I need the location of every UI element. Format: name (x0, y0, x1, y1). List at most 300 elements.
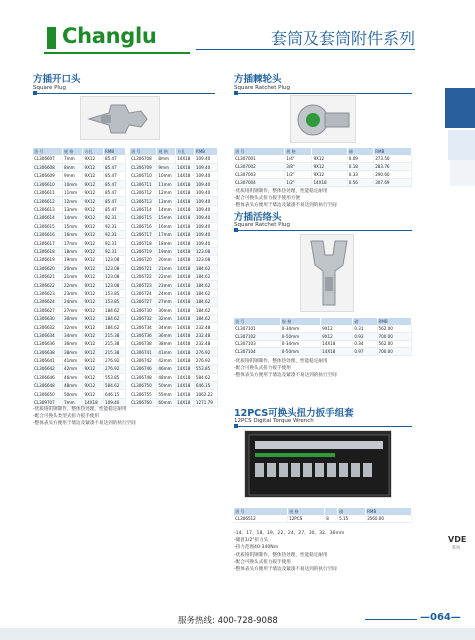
header-rule (196, 49, 415, 50)
adjustable-plug-table (234, 318, 412, 356)
table-cell: 123.08 (194, 247, 217, 255)
table-header-cell (312, 148, 347, 155)
table-cell: 9X12 (83, 365, 104, 373)
table-cell: CL307004 (234, 178, 285, 186)
table-row (33, 281, 126, 289)
table-cell: 9X12 (83, 382, 104, 390)
table-cell: 232.48 (194, 340, 217, 348)
table-header-cell: 规 格 (62, 148, 83, 155)
table-cell: 9X12 (83, 180, 104, 188)
table-cell: 0.31 (353, 325, 377, 333)
table-cell: 24mm (157, 289, 176, 297)
table-row (130, 214, 218, 222)
table-cell: 41mm (157, 348, 176, 356)
table-cell: 46mm (157, 365, 176, 373)
table-cell: 9X12 (83, 306, 104, 314)
table-cell: 30mm (157, 306, 176, 314)
side-category-tab-secondary[interactable] (448, 130, 475, 160)
table-cell: CL307002 (234, 163, 285, 171)
table-row (33, 331, 126, 339)
table-row (33, 247, 126, 255)
table-cell: CL306722 (130, 272, 157, 280)
table-header-cell: 货 号 (234, 508, 288, 515)
table-cell: CL306617 (33, 239, 62, 247)
table-cell: CL306611 (33, 189, 62, 197)
section-rule-adjustable-plug (234, 230, 412, 231)
section-title-ratchet-plug: 方插棘轮头 (234, 74, 282, 85)
table-cell: 41mm (62, 356, 83, 364)
table-cell: CL306710 (130, 172, 157, 180)
table-cell: 21mm (62, 272, 83, 280)
table-cell: 184.62 (194, 272, 217, 280)
table-cell: CL306642 (33, 365, 62, 373)
table-cell: 700.00 (377, 348, 411, 356)
table-cell: 60mm (157, 398, 176, 406)
table-cell: CL306717 (130, 231, 157, 239)
table-row (130, 356, 218, 364)
table-row (130, 172, 218, 180)
table-cell: CL306614 (33, 214, 62, 222)
table-cell: 109.40 (194, 155, 217, 163)
table-cell: 109.40 (104, 398, 126, 406)
table-cell: 14X18 (176, 256, 195, 264)
table-header-cell (325, 508, 338, 515)
table-cell: 20mm (157, 256, 176, 264)
table-cell: 184.62 (194, 281, 217, 289)
table-cell: 13mm (62, 205, 83, 213)
table-cell: CL306727 (130, 298, 157, 306)
table-cell: CL306623 (33, 289, 62, 297)
table-cell: 14mm (62, 214, 83, 222)
table-cell: 36mm (62, 340, 83, 348)
table-cell: 9X12 (83, 222, 104, 230)
table-cell: 9X12 (321, 325, 353, 333)
table-row (130, 272, 218, 280)
table-cell: 12mm (62, 197, 83, 205)
table-cell: CL306715 (130, 214, 157, 222)
brand-underline (44, 52, 190, 54)
table-cell: CL306760 (130, 398, 157, 406)
table-header-cell: RMB (104, 148, 126, 155)
table-cell: 9mm (157, 163, 176, 171)
table-cell: CL306613 (33, 205, 62, 213)
table-cell: 1/2" (285, 178, 312, 186)
table-row (33, 373, 126, 381)
table-cell: 646.15 (194, 382, 217, 390)
table-cell: 273.50 (374, 155, 412, 163)
table-cell: CL306746 (130, 365, 157, 373)
table-cell: 9X12 (83, 189, 104, 197)
table-cell: 92.31 (104, 239, 126, 247)
table-cell: 24mm (62, 298, 83, 306)
table-cell: 8mm (157, 155, 176, 163)
table-row (130, 189, 218, 197)
table-cell: 9X12 (83, 331, 104, 339)
table-cell: 562.00 (377, 340, 411, 348)
table-cell: 553.85 (104, 373, 126, 381)
table-cell: CL306607 (33, 155, 62, 163)
table-row (33, 239, 126, 247)
table-row (33, 340, 126, 348)
table-cell: 12PCS (288, 515, 325, 523)
table-cell: 123.08 (194, 256, 217, 264)
table-cell: 0.93 (353, 333, 377, 341)
footer-bar (0, 628, 475, 640)
table-cell: 8 (325, 515, 338, 523)
table-cell: 184.62 (104, 323, 126, 331)
table-cell: 14X18 (176, 298, 195, 306)
table-cell: CL306650 (33, 390, 62, 398)
table-header-cell: 规 格 (157, 148, 176, 155)
table-cell: 276.92 (194, 356, 217, 364)
table-cell: 9X12 (83, 348, 104, 356)
table-cell: 42mm (62, 365, 83, 373)
table-cell: 10mm (157, 172, 176, 180)
table-row (33, 323, 126, 331)
table-cell: 9X12 (312, 155, 347, 163)
vde-badge: VDE (448, 535, 467, 544)
table-header-row (234, 318, 412, 325)
table-cell: 14X18 (83, 398, 104, 406)
table-cell: 50mm (62, 390, 83, 398)
vde-badge-sub: 系列 (452, 545, 460, 550)
table-row (33, 264, 126, 272)
table-cell: CL306620 (33, 264, 62, 272)
table-cell: 184.62 (104, 314, 126, 322)
table-cell: 584.62 (104, 382, 126, 390)
table-row (130, 231, 218, 239)
table-row (234, 155, 412, 163)
section-rule-open-plug (33, 93, 215, 94)
table-row (130, 222, 218, 230)
table-cell: 7mm (62, 398, 83, 406)
table-cell: 30mm (62, 314, 83, 322)
open-plug-table-right (130, 148, 218, 407)
table-header-cell: 磅 (347, 148, 373, 155)
table-cell: 7mm (62, 155, 83, 163)
table-cell: 184.62 (194, 289, 217, 297)
table-row (33, 163, 126, 171)
table-cell: 14X18 (176, 340, 195, 348)
table-body (234, 515, 412, 523)
table-cell: 22mm (157, 272, 176, 280)
table-cell: 14X18 (176, 331, 195, 339)
table-cell: 1/2" (285, 171, 312, 179)
table-cell: 283.76 (374, 163, 412, 171)
table-cell: 48mm (157, 373, 176, 381)
table-cell: CL307104 (234, 348, 280, 356)
table-cell: 0.97 (353, 348, 377, 356)
table-cell: 10mm (62, 180, 83, 188)
table-cell: 9X12 (83, 323, 104, 331)
table-header-cell: 规 格 (285, 148, 312, 155)
table-header-cell: 货 号 (234, 318, 280, 325)
table-row (130, 289, 218, 297)
table-cell: CL306718 (130, 239, 157, 247)
brand-logo: Changlu (62, 24, 157, 48)
table-cell: 0.34 (353, 340, 377, 348)
table-row (33, 222, 126, 230)
table-row (33, 155, 126, 163)
table-row (33, 298, 126, 306)
table-header-cell: 方孔 (176, 148, 195, 155)
table-header-cell: 方孔 (83, 148, 104, 155)
table-cell: 700.00 (377, 333, 411, 341)
section-subtitle-adjustable-plug: Square Ratchet Plug (234, 222, 290, 228)
table-header-cell: 规 格 (288, 508, 325, 515)
table-row (130, 298, 218, 306)
table-header-cell: RMB (374, 148, 412, 155)
table-cell: 14X18 (176, 222, 195, 230)
table-cell: 14X18 (176, 314, 195, 322)
table-row (130, 331, 218, 339)
table-cell: 9X12 (83, 256, 104, 264)
table-cell: 0-50mm (280, 333, 320, 341)
table-body (234, 325, 412, 355)
table-row (33, 306, 126, 314)
table-row (33, 289, 126, 297)
table-cell: CL306741 (130, 348, 157, 356)
table-cell: 36mm (157, 331, 176, 339)
table-body (130, 155, 218, 407)
table-header-cell: 磅 (338, 508, 366, 515)
table-cell: 48mm (62, 382, 83, 390)
table-row (130, 197, 218, 205)
table-cell: 14X18 (176, 239, 195, 247)
table-cell: 276.92 (104, 356, 126, 364)
table-body (33, 155, 126, 407)
table-cell: 38mm (62, 348, 83, 356)
open-plug-table-left (33, 148, 126, 407)
table-cell: CL306723 (130, 281, 157, 289)
table-cell: 1/4" (285, 155, 312, 163)
table-cell: 553.85 (194, 365, 217, 373)
page-number: —064— (420, 612, 461, 623)
table-cell: CL307003 (234, 171, 285, 179)
table-cell: 9X12 (83, 356, 104, 364)
table-cell: 9X12 (83, 298, 104, 306)
table-cell: CL307101 (234, 325, 280, 333)
table-cell: CL306618 (33, 247, 62, 255)
table-row (130, 390, 218, 398)
table-header-row (130, 148, 218, 155)
table-cell: 109.40 (194, 205, 217, 213)
table-cell: CL306622 (33, 281, 62, 289)
ratchet-head-icon (291, 96, 357, 144)
table-cell: CL306742 (130, 356, 157, 364)
torque-set-notes: -14、17、18、19、22、24、27、30、32、36mm -储普1/2"扭力头 -扭力范围40-340Nm -优质铬钒钢制作，整体热处理，性能稳定耐用 -配合可换头式扭力扳手使用 -整体表头方便用于墙边及紧凑不易达到的执行空间 (234, 531, 345, 573)
page-header-title: 套筒及套筒附件系列 (270, 29, 415, 48)
table-cell: CL306712 (130, 189, 157, 197)
table-row (33, 272, 126, 280)
table-cell: 646.15 (104, 390, 126, 398)
table-cell: CL306512 (234, 515, 288, 523)
table-cell: 184.62 (104, 306, 126, 314)
table-cell: 123.08 (104, 256, 126, 264)
table-row (234, 340, 412, 348)
table-cell: 232.48 (194, 331, 217, 339)
table-cell: 14mm (157, 205, 176, 213)
table-cell: CL306734 (130, 323, 157, 331)
table-cell: 0-34mm (280, 325, 320, 333)
table-cell: 21mm (157, 264, 176, 272)
table-header-cell: 磅 (353, 318, 377, 325)
table-cell: 184.62 (194, 314, 217, 322)
table-cell: CL306716 (130, 222, 157, 230)
table-body (234, 155, 412, 186)
table-header-cell: 货 号 (234, 148, 285, 155)
table-header-row (234, 148, 412, 155)
ratchet-plug-table (234, 148, 412, 187)
table-cell: 9X12 (83, 239, 104, 247)
side-category-tab-tertiary[interactable] (450, 160, 475, 186)
table-cell: CL306730 (130, 306, 157, 314)
footer-rule (365, 619, 417, 620)
table-cell: 5.15 (338, 515, 366, 523)
table-row (130, 180, 218, 188)
table-cell: 15mm (157, 214, 176, 222)
table-cell: 85.47 (104, 189, 126, 197)
table-cell: CL306627 (33, 306, 62, 314)
table-cell: 123.08 (104, 281, 126, 289)
table-cell: 85.47 (104, 172, 126, 180)
table-cell: 9X12 (83, 272, 104, 280)
table-cell: 184.62 (194, 306, 217, 314)
table-cell: 3560.00 (366, 515, 412, 523)
table-cell: 153.85 (104, 289, 126, 297)
table-row (130, 340, 218, 348)
table-cell: 32mm (62, 323, 83, 331)
table-cell: 92.31 (104, 214, 126, 222)
table-cell: 0-34mm (280, 340, 320, 348)
table-cell: 14X18 (176, 163, 195, 171)
table-cell: 14X18 (176, 180, 195, 188)
table-cell: 34mm (62, 331, 83, 339)
table-cell: 0-50mm (280, 348, 320, 356)
table-cell: 12mm (157, 189, 176, 197)
table-header-row (33, 148, 126, 155)
table-row (33, 348, 126, 356)
table-cell: 14X18 (176, 272, 195, 280)
section-title-open-plug: 方插开口头 (33, 74, 81, 85)
table-cell: 9X12 (83, 314, 104, 322)
table-row (234, 515, 412, 523)
table-cell: CL306713 (130, 197, 157, 205)
table-cell: 14X18 (176, 205, 195, 213)
table-row (234, 178, 412, 186)
table-row (33, 197, 126, 205)
section-title-adjustable-plug: 方插活络头 (234, 212, 282, 223)
table-row (130, 382, 218, 390)
table-cell: 0.18 (347, 163, 373, 171)
table-cell: 55mm (157, 390, 176, 398)
table-cell: 109.40 (194, 172, 217, 180)
table-cell: 85.47 (104, 197, 126, 205)
table-cell: 85.47 (104, 163, 126, 171)
table-row (130, 264, 218, 272)
table-cell: 0.56 (347, 178, 373, 186)
table-cell: 109.40 (194, 189, 217, 197)
table-header-cell: 规 格 (280, 318, 320, 325)
table-cell: CL306615 (33, 222, 62, 230)
table-cell: CL306738 (130, 340, 157, 348)
table-cell: CL306748 (130, 373, 157, 381)
table-cell: 14X18 (176, 197, 195, 205)
table-row (33, 180, 126, 188)
table-cell: 290.60 (374, 171, 412, 179)
table-cell: CL306612 (33, 197, 62, 205)
table-cell: 276.92 (194, 348, 217, 356)
table-cell: CL306630 (33, 314, 62, 322)
table-cell: 23mm (157, 281, 176, 289)
table-row (130, 256, 218, 264)
table-cell: CL306709 (130, 163, 157, 171)
table-cell: CL306632 (33, 323, 62, 331)
table-cell: 184.62 (194, 298, 217, 306)
table-header-cell: 货 号 (130, 148, 157, 155)
table-cell: 14X18 (176, 289, 195, 297)
table-cell: 584.62 (194, 373, 217, 381)
table-cell: 16mm (157, 222, 176, 230)
side-category-tab[interactable] (445, 88, 475, 128)
table-header-cell: 货 号 (33, 148, 62, 155)
table-cell: 16mm (62, 231, 83, 239)
table-row (130, 155, 218, 163)
table-cell: CL309707 (33, 398, 62, 406)
table-cell: 14X18 (176, 365, 195, 373)
section-subtitle-torque-set: 12PCS Digital Torque Wrench (234, 418, 314, 424)
table-row (33, 189, 126, 197)
table-row (234, 333, 412, 341)
adjustable-plug-notes: -优质铬钒钢制作，整体热处理，性能稳定耐用 -配合可换头式扭力扳手使用 -整体表头方便用于墙边及紧凑不易达到的执行空间 (234, 359, 337, 379)
table-cell: 1062.22 (194, 390, 217, 398)
table-cell: 14X18 (176, 264, 195, 272)
table-cell: 9X12 (83, 390, 104, 398)
table-cell: 46mm (62, 373, 83, 381)
section-rule-torque-set (234, 426, 412, 427)
table-cell: 215.38 (104, 331, 126, 339)
table-cell: 14X18 (176, 281, 195, 289)
table-cell: 9X12 (83, 247, 104, 255)
table-cell: 215.38 (104, 340, 126, 348)
table-cell: 15mm (62, 222, 83, 230)
table-cell: CL306755 (130, 390, 157, 398)
table-header-cell: RMB (366, 508, 412, 515)
table-row (234, 163, 412, 171)
table-cell: 14X18 (176, 172, 195, 180)
table-cell: 109.40 (194, 239, 217, 247)
table-cell: CL306636 (33, 340, 62, 348)
table-cell: 14X18 (321, 340, 353, 348)
table-row (130, 365, 218, 373)
table-cell: CL306720 (130, 256, 157, 264)
table-row (33, 314, 126, 322)
table-cell: CL306634 (33, 331, 62, 339)
table-cell: 13mm (157, 197, 176, 205)
table-cell: 9X12 (83, 281, 104, 289)
table-cell: 109.40 (194, 231, 217, 239)
table-cell: CL306646 (33, 373, 62, 381)
table-cell: 109.40 (194, 197, 217, 205)
open-wrench-head-icon (81, 97, 161, 141)
table-row (130, 348, 218, 356)
adjustable-wrench-head-icon (301, 235, 355, 313)
open-plug-product-photo (80, 96, 160, 140)
table-cell: CL306621 (33, 272, 62, 280)
table-cell: 14X18 (176, 356, 195, 364)
table-cell: CL306624 (33, 298, 62, 306)
table-row (130, 306, 218, 314)
